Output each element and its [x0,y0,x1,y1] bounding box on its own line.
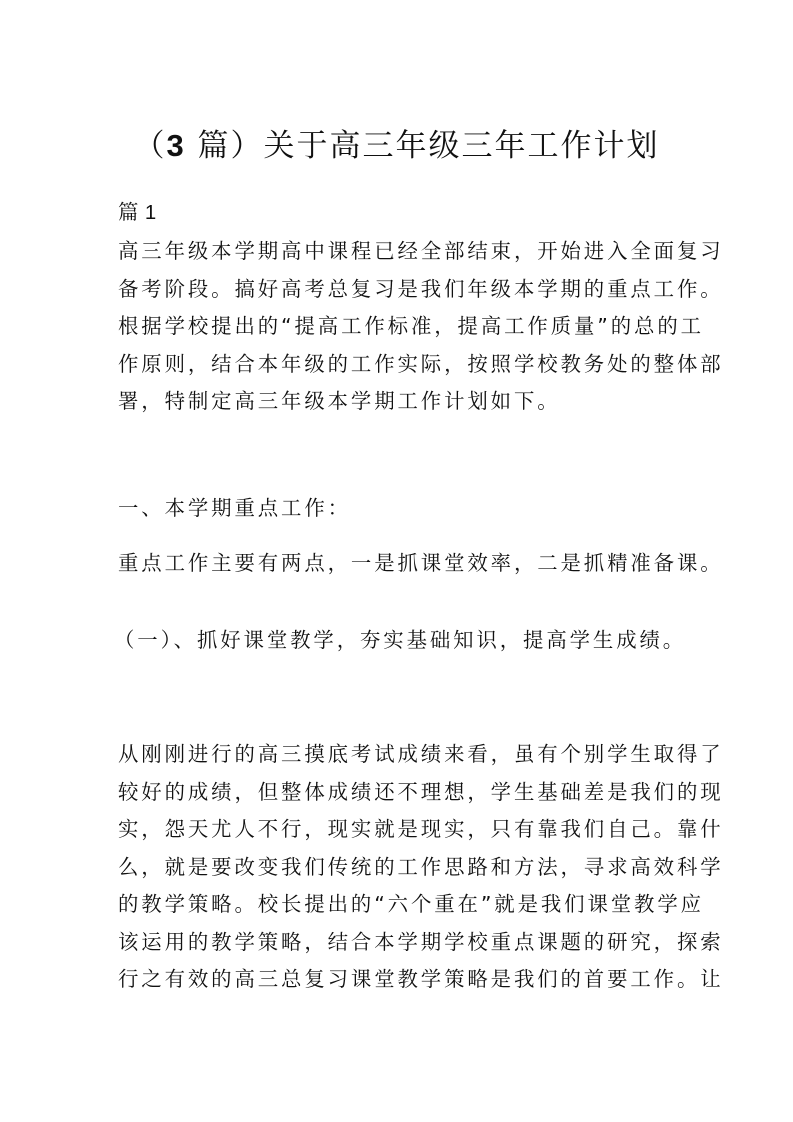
paragraph-line: 该运用的教学策略，结合本学期学校重点课题的研究，探索 [118,929,724,954]
paragraph-line: 较好的成绩，但整体成绩还不理想，学生基础差是我们的现 [118,779,724,804]
paragraph-line: 行之有效的高三总复习课堂教学策略是我们的首要工作。让 [118,967,724,991]
section-label [118,194,674,232]
document-title [0,124,793,168]
title-prefix: （ [133,128,167,164]
paragraph-line: 高三年级本学期高中课程已经全部结束，开始进入全面复习 [118,239,724,263]
title-number: 3 [166,128,186,163]
section-heading-1 [118,490,674,528]
paragraph-line: 署，特制定高三年级本学期工作计划如下。 [118,389,561,413]
paragraph-line: 从刚刚进行的高三摸底考试成绩来看，虽有个别学生取得了 [118,742,724,766]
heading-line: 一、本学期重点工作： [118,496,351,520]
subsection-heading-1 [114,622,687,660]
key-points-paragraph [118,545,724,583]
body-paragraph-1 [118,736,724,999]
paragraph-line: 重点工作主要有两点，一是抓课堂效率，二是抓精准备课。 [118,551,724,575]
paragraph-line: 么，就是要改变我们传统的工作思路和方法，寻求高效科学 [118,854,724,879]
section-label-number: 1 [144,202,157,224]
intro-paragraph [118,233,724,421]
title-text: 篇）关于高三年级三年工作计划 [185,128,660,164]
paragraph-line: 的教学策略。校长提出的“六个重在”就是我们课堂教学应 [118,892,704,916]
heading-line: （一）、抓好课堂教学，夯实基础知识，提高学生成绩。 [114,628,687,652]
section-label-text: 篇 [118,200,145,224]
paragraph-line: 实，怨天尤人不行，现实就是现实，只有靠我们自己。靠什 [118,817,724,841]
paragraph-line: 根据学校提出的“提高工作标准，提高工作质量”的总的工 [118,314,704,338]
paragraph-line: 作原则，结合本年级的工作实际，按照学校教务处的整体部 [118,351,724,376]
paragraph-line: 备考阶段。搞好高考总复习是我们年级本学期的重点工作。 [118,276,724,301]
